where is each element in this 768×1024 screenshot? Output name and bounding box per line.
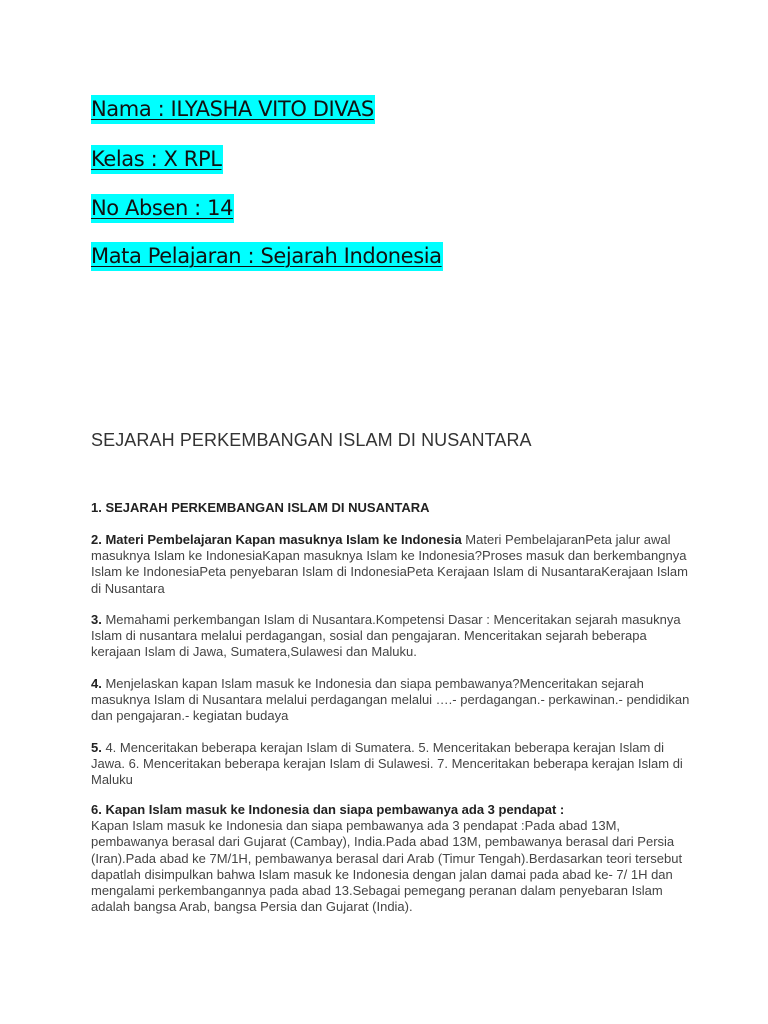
section-text: 4. Menceritakan beberapa kerajan Islam di Sumatera. 5. Menceritakan beberapa kerajan Islam di Jawa. 6. Menceritakan beberapa kerajan Islam di Sulawesi. 7. Menceritakan beberapa kerajan Islam di Maluku bbox=[91, 740, 683, 788]
section-4 bbox=[91, 676, 691, 725]
section-text: Memahami perkembangan Islam di Nusantara.Kompetensi Dasar : Menceritakan sejarah masuknya Islam di nusantara melalui perdagangan, sosial dan pengajaran. Menceritakan sejarah beberapa kerajaan Islam di Jawa, Sumatera,Sulawesi dan Maluku. bbox=[91, 612, 681, 660]
section-text: Materi PembelajaranPeta jalur awal masuknya Islam ke IndonesiaKapan masuknya Islam ke Indonesia?Proses masuk dan berkembangnya Islam ke IndonesiaPeta penyebaran Islam di IndonesiaPeta Kerajaan Islam di NusantaraKerajaan Islam di Nusantara bbox=[91, 532, 688, 596]
document-title: SEJARAH PERKEMBANGAN ISLAM DI NUSANTARA bbox=[91, 430, 532, 450]
section-number: 5. bbox=[91, 740, 102, 755]
student-number-text: No Absen : 14 bbox=[91, 194, 234, 223]
section-3 bbox=[91, 612, 691, 661]
section-2 bbox=[91, 532, 691, 597]
section-text: Menjelaskan kapan Islam masuk ke Indonesia dan siapa pembawanya?Menceritakan sejarah masuknya Islam di Nusantara melalui perdagangan melalui ….- perdagangan.- perkawinan.- pendidikan dan pengajaran.- kegiatan budaya bbox=[91, 676, 690, 724]
section-6 bbox=[91, 802, 691, 915]
student-name bbox=[91, 97, 375, 121]
section-heading: Kapan Islam masuk ke Indonesia dan siapa pembawanya ada 3 pendapat : bbox=[105, 802, 565, 817]
student-class bbox=[91, 147, 223, 171]
section-number: 6. bbox=[91, 802, 102, 817]
section-number: 2. bbox=[91, 532, 102, 547]
section-number: 3. bbox=[91, 612, 102, 627]
section-5 bbox=[91, 740, 691, 789]
subject-text: Mata Pelajaran : Sejarah Indonesia bbox=[91, 242, 443, 271]
student-class-text: Kelas : X RPL bbox=[91, 145, 223, 174]
section-heading: SEJARAH PERKEMBANGAN ISLAM DI NUSANTARA bbox=[105, 500, 430, 515]
section-heading: Materi Pembelajaran Kapan masuknya Islam ke Indonesia bbox=[105, 532, 462, 547]
subject bbox=[91, 244, 443, 268]
section-number: 1. bbox=[91, 500, 102, 515]
section-1 bbox=[91, 500, 691, 516]
student-number bbox=[91, 196, 234, 220]
student-name-text: Nama : ILYASHA VITO DIVAS bbox=[91, 95, 375, 124]
section-number: 4. bbox=[91, 676, 102, 691]
section-text: Kapan Islam masuk ke Indonesia dan siapa pembawanya ada 3 pendapat :Pada abad 13M, pembawanya berasal dari Gujarat (Cambay), India.Pada abad 13M, pembawanya berasal dari Persia (Iran).Pada abad ke 7M/1H, pembawanya berasal dari Arab (Timur Tengah).Berdasarkan teori tersebut dapatlah disimpulkan bahwa Islam masuk ke Indonesia dengan jalan damai pada abad ke- 7/ 1H dan mengalami perkembangannya pada abad 13.Sebagai pemegang peranan dalam penyebaran Islam adalah bangsa Arab, bangsa Persia dan Gujarat (India). bbox=[91, 818, 683, 915]
